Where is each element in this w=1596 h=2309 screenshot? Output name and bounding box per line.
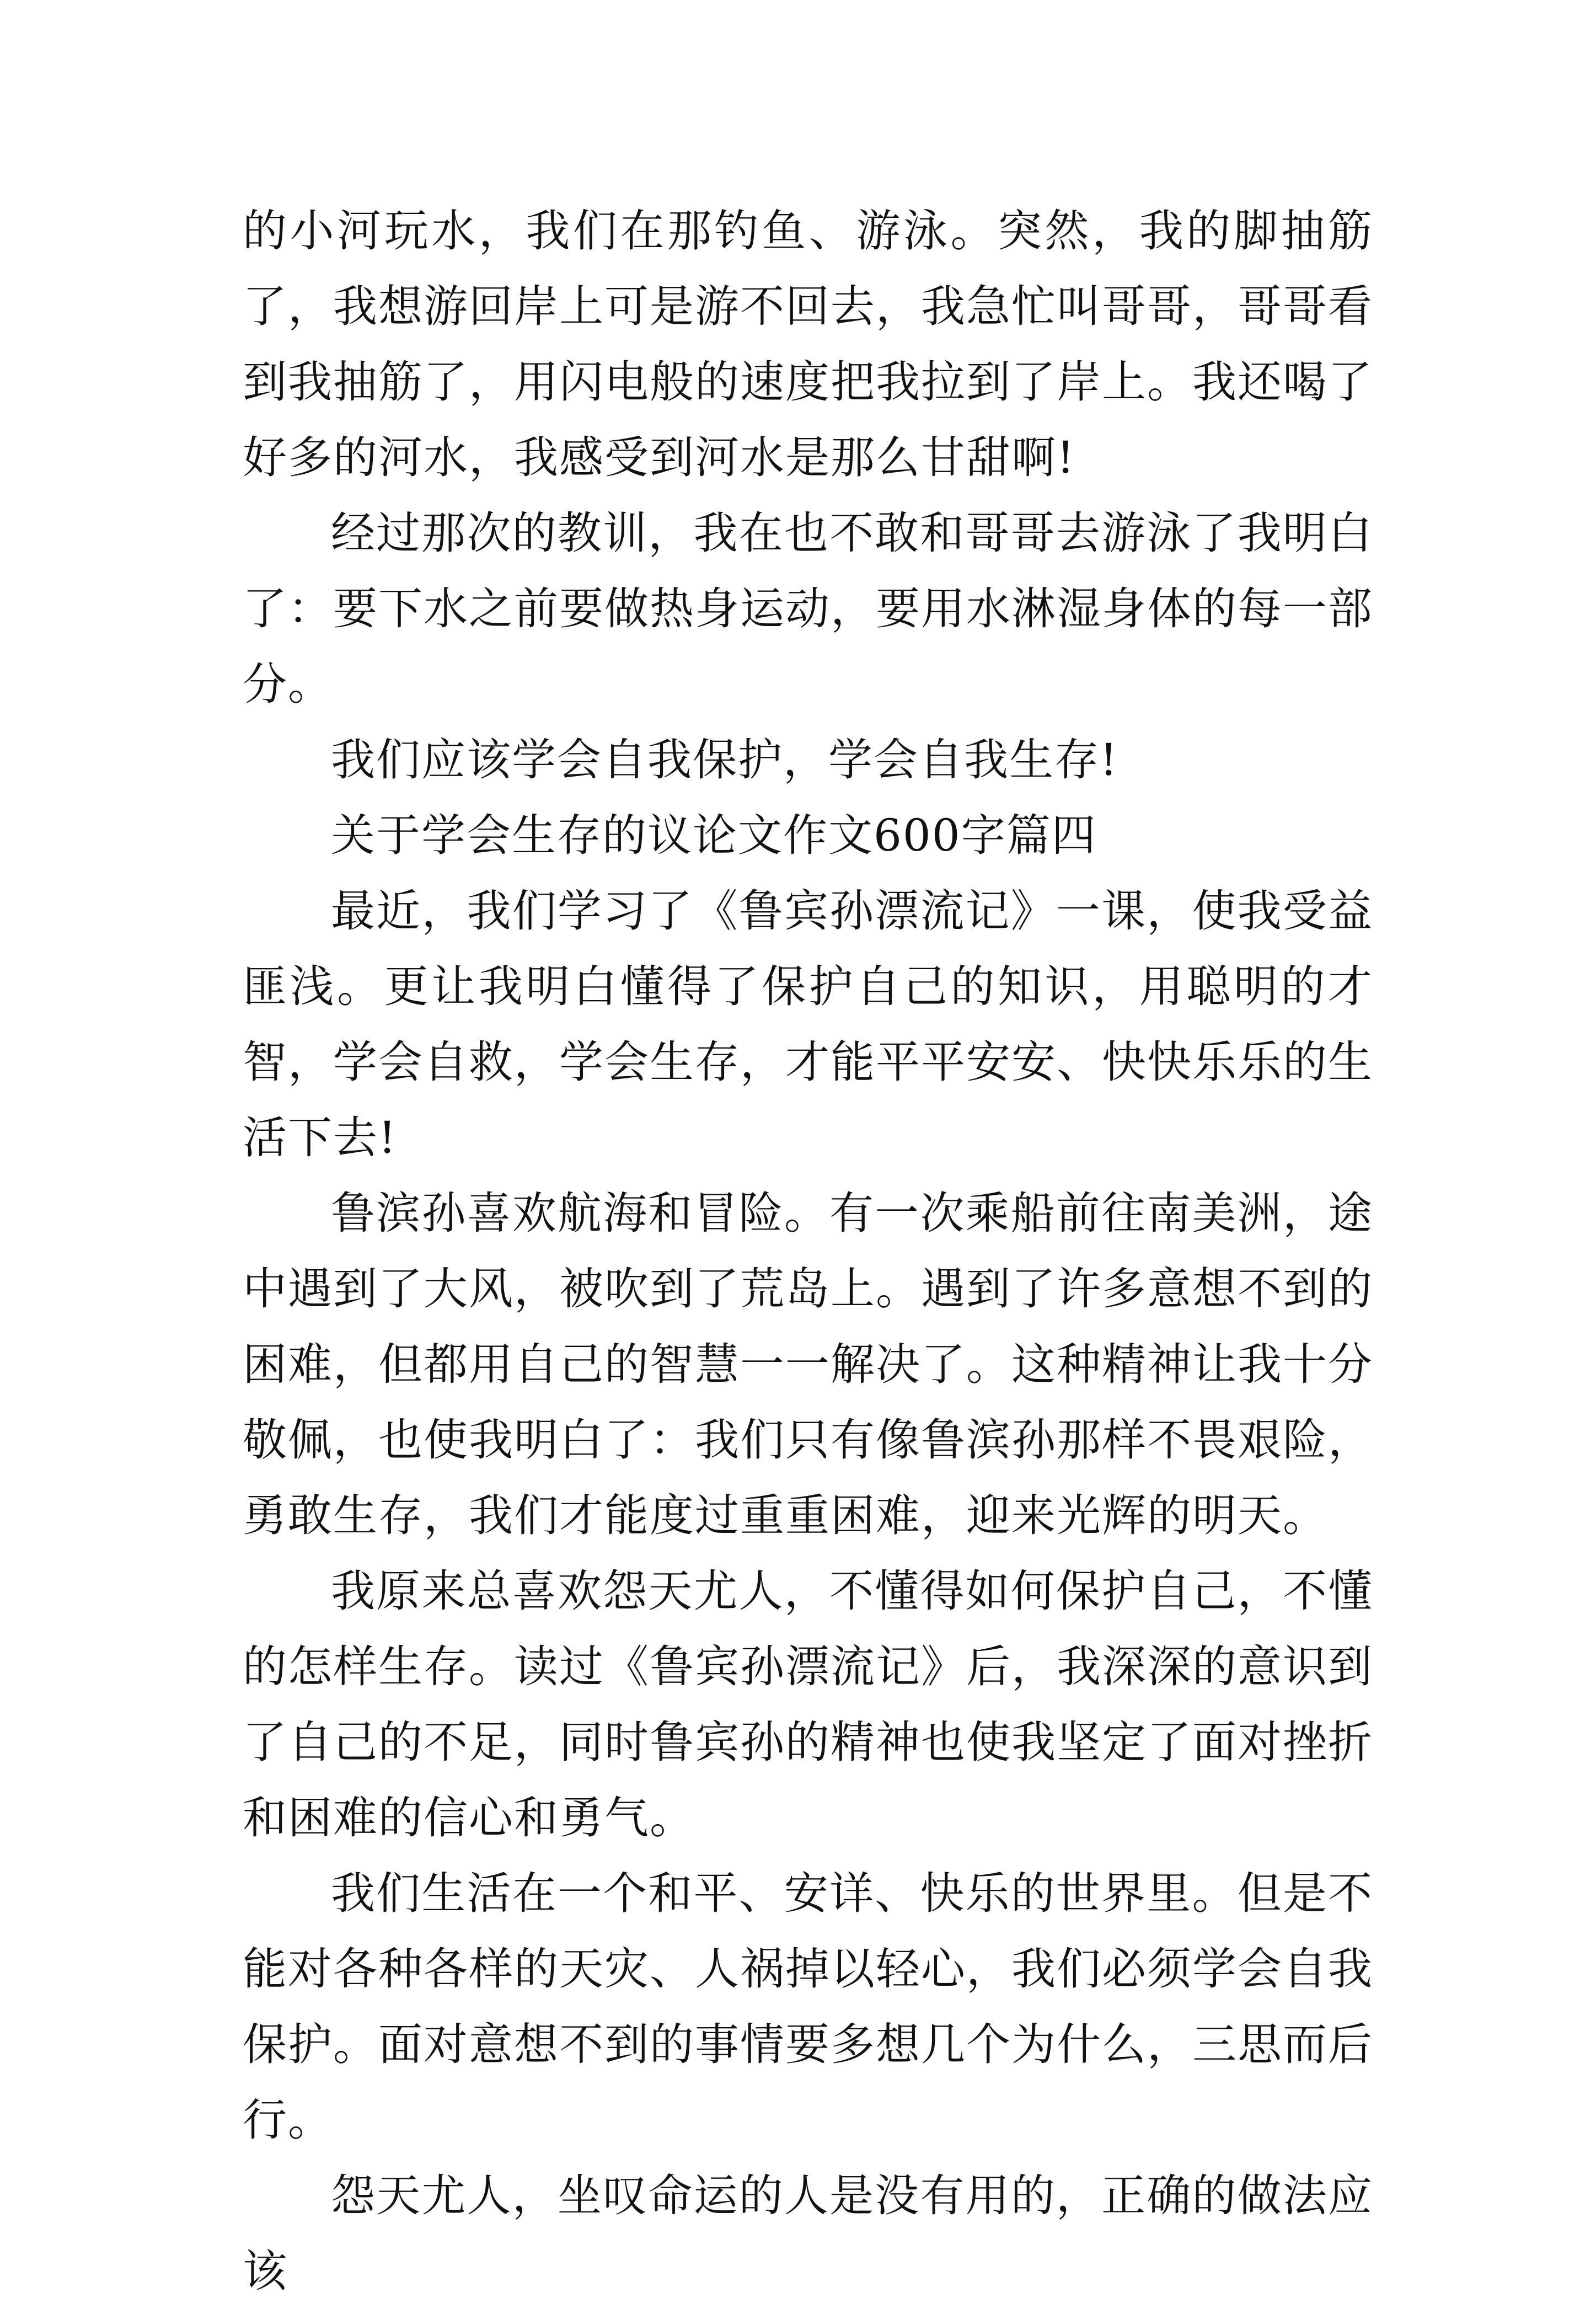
paragraph: 最近，我们学习了《鲁宾孙漂流记》一课，使我受益匪浅。更让我明白懂得了保护自己的知识，用聪明的才智，学会自救，学会生存，才能平平安安、快快乐乐的生活下去! [243, 885, 1373, 1163]
paragraph: 我们生活在一个和平、安详、快乐的世界里。但是不能对各种各样的天灾、人祸掉以轻心，我们必须学会自我保护。面对意想不到的事情要多想几个为什么，三思而后行。 [243, 1868, 1373, 2146]
paragraph: 我原来总喜欢怨天尤人，不懂得如何保护自己，不懂的怎样生存。读过《鲁宾孙漂流记》后，我深深的意识到了自己的不足，同时鲁宾孙的精神也使我坚定了面对挫折和困难的信心和勇气。 [243, 1565, 1373, 1843]
section-heading: 关于学会生存的议论文作文600字篇四 [331, 810, 1097, 861]
paragraph-continuation: 的小河玩水，我们在那钓鱼、游泳。突然，我的脚抽筋了，我想游回岸上可是游不回去，我急忙叫哥哥，哥哥看到我抽筋了，用闪电般的速度把我拉到了岸上。我还喝了好多的河水，我感受到河水是那么甘甜啊! [243, 205, 1373, 483]
paragraph: 经过那次的教训，我在也不敢和哥哥去游泳了我明白了：要下水之前要做热身运动，要用水淋湿身体的每一部分。 [243, 507, 1373, 710]
paragraph: 鲁滨孙喜欢航海和冒险。有一次乘船前往南美洲，途中遇到了大风，被吹到了荒岛上。遇到了许多意想不到的困难，但都用自己的智慧一一解决了。这种精神让我十分敬佩，也使我明白了：我们只有像鲁滨孙那样不畏艰险，勇敢生存，我们才能度过重重困难，迎来光辉的明天。 [243, 1188, 1373, 1541]
paragraph: 怨天尤人，坐叹命运的人是没有用的，正确的做法应该 [243, 2170, 1373, 2297]
paragraph: 我们应该学会自我保护，学会自我生存! [331, 734, 1119, 785]
document-body [243, 193, 1373, 2309]
